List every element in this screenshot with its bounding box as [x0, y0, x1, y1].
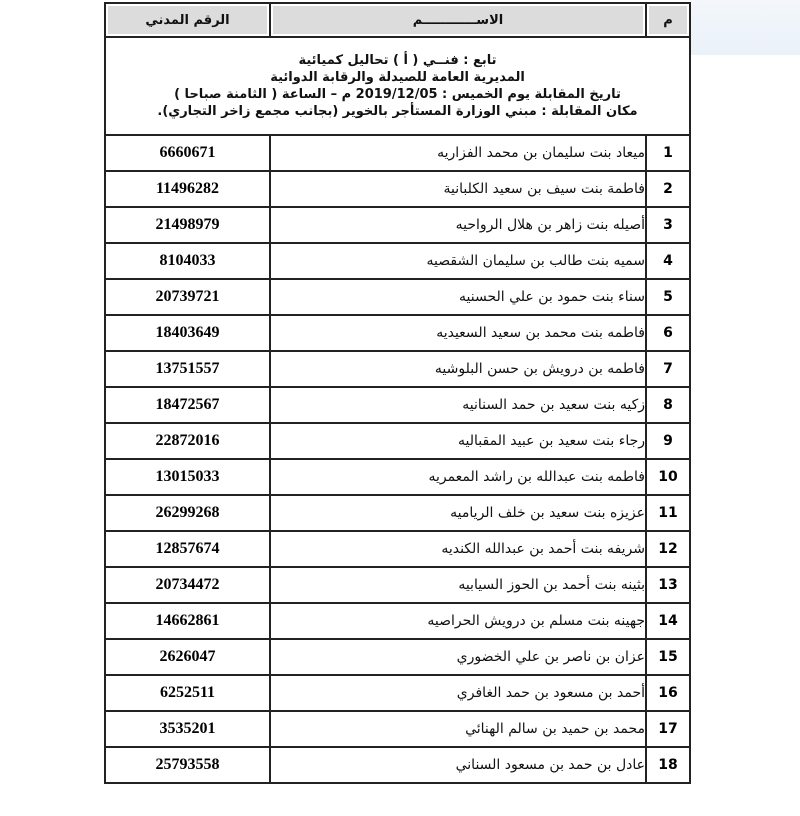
- row-name: رجاء بنت سعيد بن عبيد المقباليه: [270, 423, 646, 459]
- table-header-row: [105, 3, 690, 37]
- table-row: [105, 207, 690, 243]
- row-name: محمد بن حميد بن سالم الهنائي: [270, 711, 646, 747]
- table-row: [105, 423, 690, 459]
- interview-info: [105, 37, 690, 135]
- row-name: أصيله بنت زاهر بن هلال الرواحيه: [270, 207, 646, 243]
- row-civil-id: 14662861: [105, 603, 270, 639]
- table-row: [105, 243, 690, 279]
- table-row: [105, 387, 690, 423]
- info-line-date: تاريخ المقابلة يوم الخميس : 2019/12/05 م – الساعة ( الثامنة صباحا ): [174, 87, 621, 102]
- row-name: فاطمة بنت سيف بن سعيد الكلبانية: [270, 171, 646, 207]
- row-number: 1: [646, 135, 690, 171]
- row-number: 13: [646, 567, 690, 603]
- row-name: فاطمه بن درويش بن حسن البلوشيه: [270, 351, 646, 387]
- row-civil-id: 2626047: [105, 639, 270, 675]
- table-row: [105, 603, 690, 639]
- row-civil-id: 21498979: [105, 207, 270, 243]
- row-name: عزيزه بنت سعيد بن خلف الرياميه: [270, 495, 646, 531]
- row-civil-id: 12857674: [105, 531, 270, 567]
- row-number: 9: [646, 423, 690, 459]
- row-number: 16: [646, 675, 690, 711]
- row-civil-id: 22872016: [105, 423, 270, 459]
- row-number: 12: [646, 531, 690, 567]
- table-row: [105, 639, 690, 675]
- candidates-table: [104, 2, 691, 784]
- row-civil-id: 25793558: [105, 747, 270, 783]
- table-row: [105, 567, 690, 603]
- row-civil-id: 6660671: [105, 135, 270, 171]
- row-name: بثينه بنت أحمد بن الحوز السيابيه: [270, 567, 646, 603]
- header-civil-id: الرقم المدني: [105, 3, 270, 37]
- row-number: 3: [646, 207, 690, 243]
- row-number: 15: [646, 639, 690, 675]
- info-line-place: مكان المقابلة : مبني الوزارة المستأجر بالخوير (بجانب مجمع زاخر التجاري).: [157, 104, 638, 119]
- row-name: عادل بن حمد بن مسعود السناني: [270, 747, 646, 783]
- table-row: [105, 675, 690, 711]
- table-row: [105, 279, 690, 315]
- row-civil-id: 3535201: [105, 711, 270, 747]
- row-name: جهينه بنت مسلم بن درويش الحراصيه: [270, 603, 646, 639]
- row-number: 10: [646, 459, 690, 495]
- header-num: م: [646, 3, 690, 37]
- table-row: [105, 315, 690, 351]
- row-number: 5: [646, 279, 690, 315]
- info-line-job: تابع : فنــي ( أ ) تحاليل كميائية: [298, 53, 497, 68]
- row-name: أحمد بن مسعود بن حمد الغافري: [270, 675, 646, 711]
- table-row: [105, 171, 690, 207]
- row-name: شريفه بنت أحمد بن عبدالله الكنديه: [270, 531, 646, 567]
- row-name: زكيه بنت سعيد بن حمد السنانيه: [270, 387, 646, 423]
- row-name: ميعاد بنت سليمان بن محمد الفزاريه: [270, 135, 646, 171]
- row-name: فاطمه بنت عبدالله بن راشد المعمريه: [270, 459, 646, 495]
- row-name: فاطمه بنت محمد بن سعيد السعيديه: [270, 315, 646, 351]
- table-row: [105, 459, 690, 495]
- row-number: 8: [646, 387, 690, 423]
- row-civil-id: 18472567: [105, 387, 270, 423]
- table-row: [105, 711, 690, 747]
- row-civil-id: 26299268: [105, 495, 270, 531]
- row-civil-id: 6252511: [105, 675, 270, 711]
- row-number: 4: [646, 243, 690, 279]
- row-civil-id: 20739721: [105, 279, 270, 315]
- row-number: 2: [646, 171, 690, 207]
- interview-info-row: [105, 37, 690, 135]
- row-number: 17: [646, 711, 690, 747]
- row-civil-id: 13015033: [105, 459, 270, 495]
- row-number: 18: [646, 747, 690, 783]
- table-row: [105, 747, 690, 783]
- row-civil-id: 18403649: [105, 315, 270, 351]
- info-line-directorate: المديرية العامة للصيدلة والرقابة الدوائية: [270, 70, 525, 85]
- row-civil-id: 20734472: [105, 567, 270, 603]
- table-row: [105, 135, 690, 171]
- header-name: الاســــــــــــم: [270, 3, 646, 37]
- row-name: سميه بنت طالب بن سليمان الشقصيه: [270, 243, 646, 279]
- row-number: 11: [646, 495, 690, 531]
- row-name: سناء بنت حمود بن علي الحسنيه: [270, 279, 646, 315]
- row-civil-id: 8104033: [105, 243, 270, 279]
- row-civil-id: 13751557: [105, 351, 270, 387]
- table-row: [105, 495, 690, 531]
- row-number: 6: [646, 315, 690, 351]
- table-row: [105, 351, 690, 387]
- table-row: [105, 531, 690, 567]
- row-name: عزان بن ناصر بن علي الخضوري: [270, 639, 646, 675]
- row-civil-id: 11496282: [105, 171, 270, 207]
- row-number: 14: [646, 603, 690, 639]
- background-tint: [690, 0, 800, 55]
- row-number: 7: [646, 351, 690, 387]
